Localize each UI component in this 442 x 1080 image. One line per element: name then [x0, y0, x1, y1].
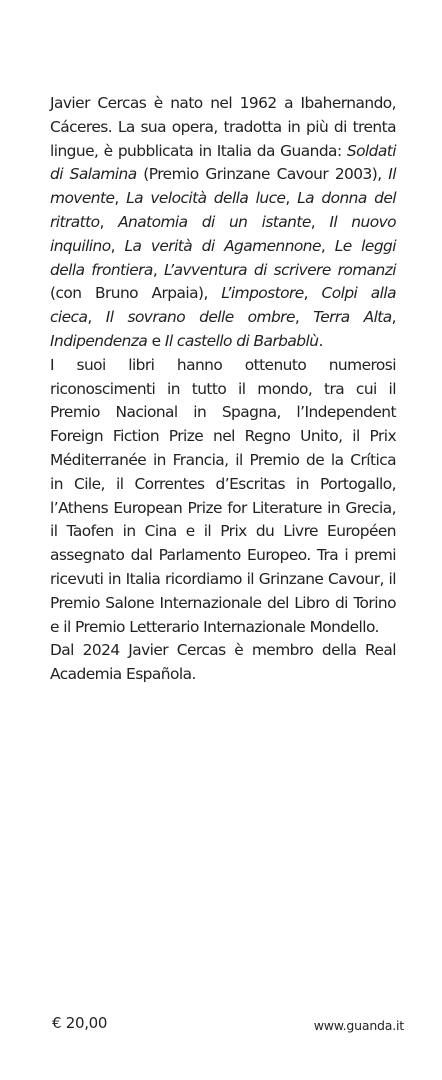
book-title: La donna del ritratto: [50, 189, 396, 231]
book-title: Anatomia di un istante: [118, 212, 311, 231]
price-label: € 20,00: [52, 1014, 108, 1032]
book-title: Le leggi della frontiera: [50, 236, 396, 279]
bio-text: (Premio Grinzane Cavour 2003),: [136, 165, 389, 184]
bio-text: e: [147, 331, 165, 350]
publisher-website: www.guanda.it: [313, 1018, 404, 1033]
bio-text: ,: [320, 236, 335, 255]
bio-text: ,: [303, 284, 322, 303]
author-bio: [50, 92, 396, 687]
bio-paragraph-works: [50, 92, 396, 354]
bio-text: (con Bruno Arpaia),: [50, 284, 222, 303]
bio-text: ,: [391, 308, 397, 327]
book-title: Il nuovo inquilino: [50, 212, 396, 255]
bio-paragraph-academy: Dal 2024 Javier Cercas è membro della Real Academia Española.: [50, 641, 396, 684]
book-title: Il movente: [50, 165, 396, 208]
bio-text: Javier Cercas è nato nel 1962 a Ibahernando, Cáceres. La sua opera, tradotta in più di trenta lingue, è pubblicata in Italia da Guanda:: [50, 94, 396, 160]
bio-text: ,: [87, 308, 106, 327]
bio-text: ,: [152, 260, 164, 279]
book-title: La verità di Agamennone: [124, 236, 321, 255]
bio-text: ,: [310, 212, 330, 231]
book-title: Il castello di Barbablù: [164, 331, 319, 350]
bio-text: ,: [99, 212, 119, 231]
book-title: Il sovrano delle ombre: [105, 308, 295, 327]
book-title: L’avventura di scrivere romanzi: [164, 260, 396, 279]
bio-text: ,: [114, 189, 127, 208]
book-title: L’impostore: [221, 284, 304, 303]
book-title: Indipendenza: [50, 331, 148, 350]
bio-text: ,: [110, 236, 125, 255]
bio-text: ,: [285, 189, 298, 208]
book-title: Colpi alla cieca: [50, 284, 396, 327]
bio-text: .: [318, 331, 323, 350]
bio-text: ,: [294, 308, 314, 327]
book-title: Soldati di Salamina: [50, 141, 396, 184]
book-title: La velocità della luce: [126, 189, 286, 208]
book-title: Terra Alta: [313, 308, 392, 327]
bio-paragraph-awards: I suoi libri hanno ottenuto numerosi riconoscimenti in tutto il mondo, tra cui il Premio Nacional in Spagna, l’Independent Foreign Fiction Prize nel Regno Unito, il Prix Méditerranée in Francia, il Premio de la Crítica in Cile, il Correntes d’Escritas in Portogallo, l’Athens European Prize for Literature in Grecia, il Taofen in Cina e il Prix du Livre Européen assegnato dal Parlamento Europeo. Tra i premi ricevuti in Italia ricordiamo il Grinzane Cavour, il Premio Salone Internazionale del Libro di Torino e il Premio Letterario Internazionale Mondello.: [50, 355, 396, 636]
